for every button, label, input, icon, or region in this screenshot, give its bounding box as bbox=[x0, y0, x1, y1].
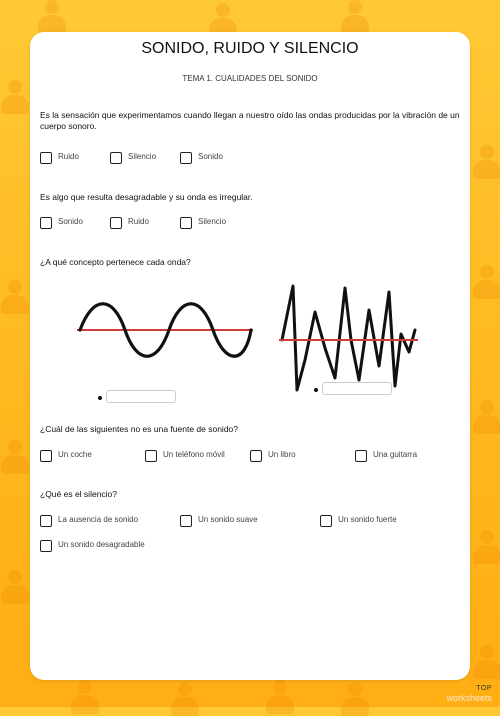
checkbox[interactable] bbox=[355, 450, 367, 462]
checkbox[interactable] bbox=[40, 515, 52, 527]
background-person-icon bbox=[0, 280, 30, 314]
brand-logo-bottom: worksheets bbox=[446, 693, 492, 703]
option-label: Silencio bbox=[198, 217, 227, 226]
checkbox[interactable] bbox=[180, 515, 192, 527]
question-3-text: ¿A qué concepto pertenece cada onda? bbox=[40, 257, 191, 267]
bullet-point bbox=[314, 388, 318, 392]
noise-wave bbox=[282, 286, 415, 390]
question-4-option-2[interactable] bbox=[145, 450, 225, 462]
bullet-point bbox=[98, 396, 102, 400]
worksheet-sheet bbox=[30, 32, 470, 680]
question-5-option-2[interactable] bbox=[180, 515, 258, 527]
checkbox[interactable] bbox=[180, 152, 192, 164]
brand-logo-top: TOP bbox=[476, 685, 492, 692]
checkbox[interactable] bbox=[110, 217, 122, 229]
option-label: Un sonido fuerte bbox=[338, 515, 397, 524]
option-label: Sonido bbox=[198, 152, 223, 161]
background-person-icon bbox=[0, 570, 30, 604]
checkbox[interactable] bbox=[320, 515, 332, 527]
checkbox[interactable] bbox=[40, 540, 52, 552]
checkbox[interactable] bbox=[40, 450, 52, 462]
checkbox[interactable] bbox=[180, 217, 192, 229]
question-2-option-3[interactable] bbox=[180, 217, 226, 229]
option-label: Ruido bbox=[58, 152, 79, 161]
question-2-text: Es algo que resulta desagradable y su onda es irregular. bbox=[40, 192, 253, 202]
question-4-option-1[interactable] bbox=[40, 450, 92, 462]
checkbox[interactable] bbox=[110, 152, 122, 164]
question-2-option-1[interactable] bbox=[40, 217, 83, 229]
question-1-text: Es la sensación que experimentamos cuando llegan a nuestro oído las ondas producidas por la vibración de un cuerpo sonoro. bbox=[40, 110, 460, 131]
question-4-option-3[interactable] bbox=[250, 450, 296, 462]
option-label: Un sonido suave bbox=[198, 515, 258, 524]
background-person-icon bbox=[340, 0, 370, 34]
option-label: Una guitarra bbox=[373, 450, 418, 459]
question-4-text: ¿Cuál de las siguientes no es una fuente de sonido? bbox=[40, 424, 238, 434]
option-label: Un libro bbox=[268, 450, 296, 459]
question-1-option-2[interactable] bbox=[110, 152, 156, 164]
background-person-icon bbox=[472, 145, 500, 179]
worksheet-title: SONIDO, RUIDO Y SILENCIO bbox=[141, 40, 359, 57]
background-person-icon bbox=[70, 680, 100, 714]
option-label: Un teléfono móvil bbox=[163, 450, 225, 459]
background-person-icon bbox=[37, 0, 67, 34]
question-5-text: ¿Qué es el silencio? bbox=[40, 489, 118, 499]
checkbox[interactable] bbox=[40, 152, 52, 164]
option-label: Un coche bbox=[58, 450, 92, 459]
background-person-icon bbox=[472, 400, 500, 434]
question-5-option-1[interactable] bbox=[40, 515, 138, 527]
question-5-option-4[interactable] bbox=[40, 540, 145, 552]
question-5-option-3[interactable] bbox=[320, 515, 397, 527]
background-person-icon bbox=[472, 265, 500, 299]
background-person-icon bbox=[472, 530, 500, 564]
brand-logo bbox=[446, 685, 492, 703]
question-2-option-2[interactable] bbox=[110, 217, 149, 229]
background-person-icon bbox=[0, 440, 30, 474]
option-label: Un sonido desagradable bbox=[58, 540, 145, 549]
background-person-icon bbox=[170, 682, 200, 716]
background-person-icon bbox=[340, 682, 370, 716]
option-label: La ausencia de sonido bbox=[58, 515, 139, 524]
irregular-noise-wave bbox=[277, 282, 422, 394]
regular-sound-wave bbox=[75, 290, 255, 360]
checkbox[interactable] bbox=[40, 217, 52, 229]
question-1-option-1[interactable] bbox=[40, 152, 79, 164]
question-4-option-4[interactable] bbox=[355, 450, 417, 462]
answer-field-irregular-wave[interactable] bbox=[322, 382, 392, 395]
worksheet-subtitle: TEMA 1. CUALIDADES DEL SONIDO bbox=[182, 74, 318, 83]
background-person-icon bbox=[472, 645, 500, 679]
question-1-option-3[interactable] bbox=[180, 152, 223, 164]
background-person-icon bbox=[265, 680, 295, 714]
option-label: Silencio bbox=[128, 152, 157, 161]
option-label: Ruido bbox=[128, 217, 149, 226]
checkbox[interactable] bbox=[250, 450, 262, 462]
checkbox[interactable] bbox=[145, 450, 157, 462]
answer-field-regular-wave[interactable] bbox=[106, 390, 176, 403]
background-person-icon bbox=[0, 80, 30, 114]
option-label: Sonido bbox=[58, 217, 83, 226]
